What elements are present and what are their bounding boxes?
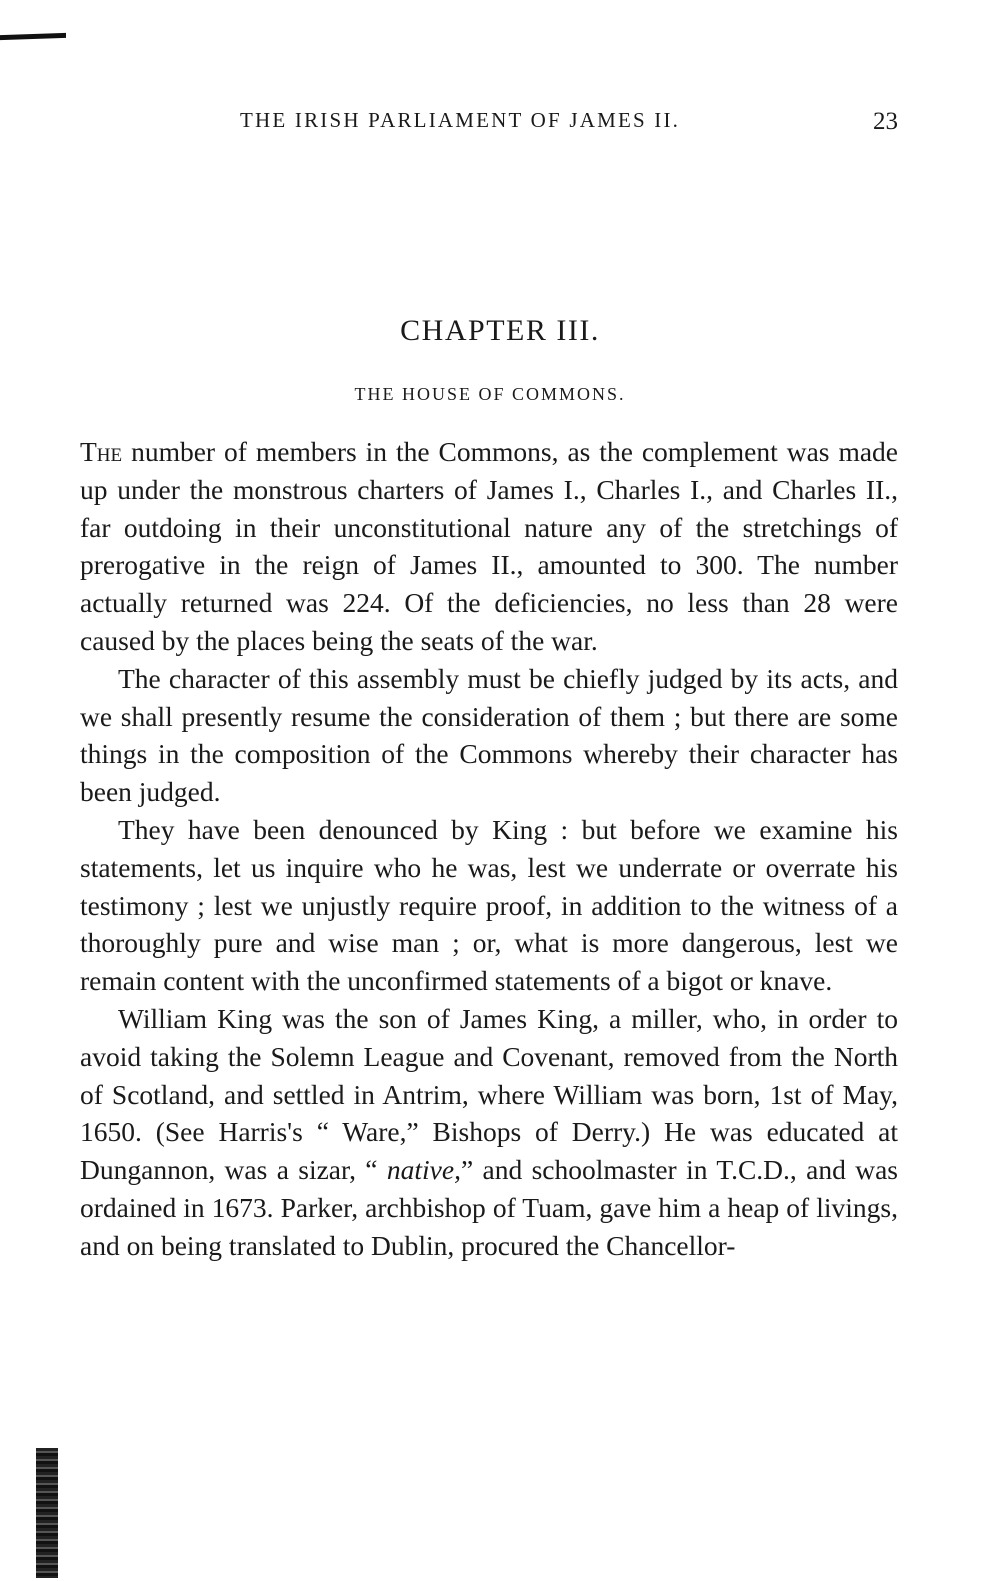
chapter-subtitle: THE HOUSE OF COMMONS.: [354, 384, 626, 404]
chapter-title: CHAPTER III.: [400, 314, 600, 347]
paragraph-2: The character of this assembly must be chiefly judged by its acts, and we shall presently resume the consideration of them ; but there are some things in the composition of the Commons whereby their character has been judged.: [80, 662, 898, 808]
running-head: [80, 108, 898, 144]
paragraph-1-text: number of members in the Commons, as the complement was made up under the monstrous charters of James I., Charles I., and Charles II., far outdoing in their unconstitutional nature any of the stretchings of prerogative in the reign of James II., amounted to 300. The number actually returned was 224. Of the deficiencies, no less than 28 were caused by the places being the seats of the war.: [80, 436, 898, 656]
body-text: [80, 433, 898, 1265]
scan-binding-mark: [36, 1448, 58, 1578]
paragraph-4-text-after: ” and schoolmaster in T.C.D., and was ordained in 1673. Parker, archbishop of Tuam, gave him a heap of livings, and on being translated to Dublin, procured the Chancellor-: [80, 1154, 898, 1261]
paragraph-4: [80, 1000, 898, 1265]
page-number: 23: [873, 108, 898, 135]
scan-edge-mark: [0, 33, 66, 40]
paragraph-4-italic: native,: [386, 1154, 461, 1186]
running-head-title: THE IRISH PARLIAMENT OF JAMES II.: [240, 108, 681, 132]
paragraph-lead-word: The: [80, 436, 123, 467]
paragraph-3: They have been denounced by King : but before we examine his statements, let us inquire who he was, lest we underrate or overrate his testimony ; lest we unjustly require proof, in addition to the witness of a thoroughly pure and wise man ; or, what is more dangerous, lest we remain content with the unconfirmed statements of a bigot or knave.: [80, 813, 898, 997]
paragraph-1: [80, 433, 898, 660]
paragraph-4-text-before: William King was the son of James King, a miller, who, in order to avoid taking the Solemn League and Covenant, removed from the North of Scotland, and settled in Antrim, where William was born, 1st of May, 1650. (See Harris's “ Ware,” Bishops of Derry.) He was educated at Dungannon, was a sizar, “: [80, 1002, 898, 1186]
